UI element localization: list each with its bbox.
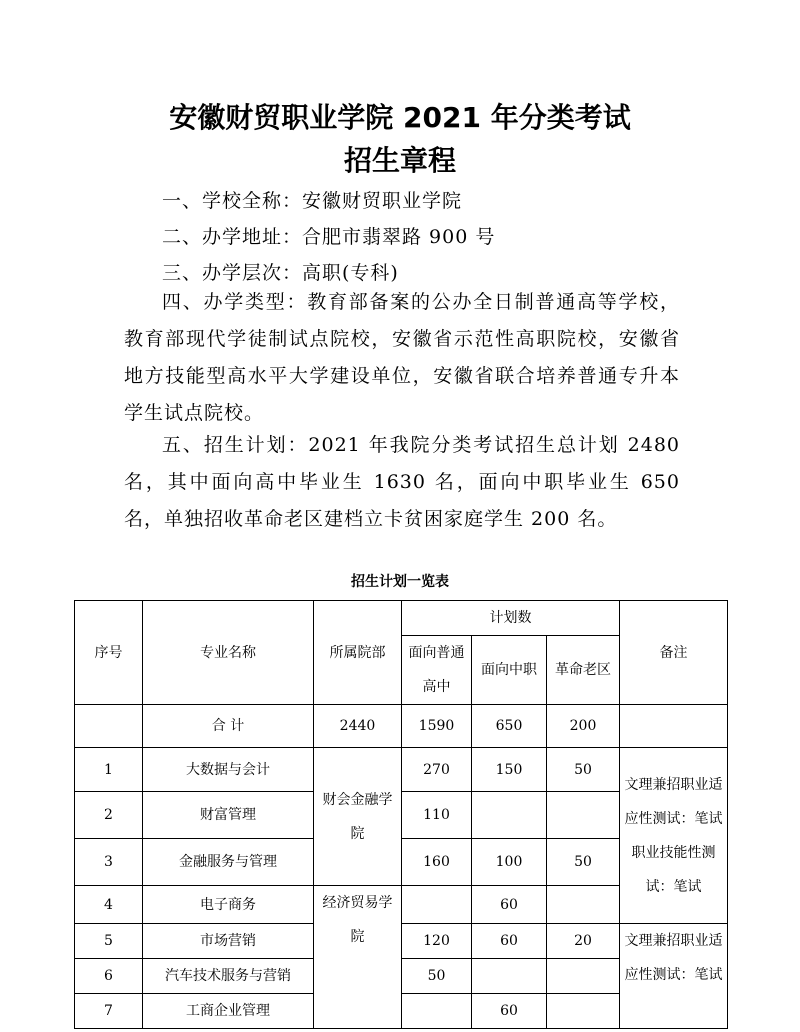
total-remark-cell — [620, 705, 728, 748]
dept-cell: 经济贸易学院 — [314, 886, 402, 1029]
row-high: 160 — [402, 839, 472, 886]
total-label: 合 计 — [143, 705, 314, 748]
row-seq: 1 — [75, 748, 143, 792]
school-type-paragraph: 四、办学类型：教育部备案的公办全日制普通高等学校，教育部现代学徒制试点院校，安徽省示范性高职院校，安徽省地方技能型高水平大学建设单位，安徽省联合培养普通专升本学生试点院校。 — [124, 291, 680, 424]
total-high-value: 1590 — [402, 705, 472, 748]
total-vocational-value: 650 — [472, 705, 547, 748]
row-major: 电子商务 — [143, 886, 314, 924]
row-oldarea: 50 — [547, 839, 620, 886]
row-seq: 2 — [75, 792, 143, 839]
enrollment-plan-table — [74, 600, 728, 1029]
school-address-paragraph: 二、办学地址：合肥市翡翠路 900 号 — [162, 226, 496, 248]
row-major: 财富管理 — [143, 792, 314, 839]
row-seq: 5 — [75, 924, 143, 959]
enrollment-plan-paragraph: 五、招生计划：2021 年我院分类考试招生总计划 2480 名，其中面向高中毕业生 1630 名，面向中职毕业生 650 名，单独招收革命老区建档立卡贫困家庭学生 200 名。 — [124, 434, 680, 530]
row-vocational — [472, 792, 547, 839]
row-vocational — [472, 959, 547, 994]
row-oldarea — [547, 994, 620, 1029]
total-dept-value: 2440 — [314, 705, 402, 748]
document-title-line2: 招生章程 — [343, 144, 456, 177]
row-oldarea: 20 — [547, 924, 620, 959]
header-plan: 计划数 — [402, 601, 620, 636]
row-oldarea — [547, 886, 620, 924]
row-high — [402, 994, 472, 1029]
row-major: 工商企业管理 — [143, 994, 314, 1029]
header-dept: 所属院部 — [314, 601, 402, 705]
row-oldarea — [547, 792, 620, 839]
row-high: 50 — [402, 959, 472, 994]
table-total-row — [75, 705, 728, 748]
table-row — [75, 924, 728, 959]
remark-cell: 文理兼招职业适应性测试：笔试 — [620, 924, 728, 1029]
row-high: 120 — [402, 924, 472, 959]
row-vocational: 100 — [472, 839, 547, 886]
school-level-paragraph: 三、办学层次：高职(专科) — [162, 262, 399, 284]
total-seq-cell — [75, 705, 143, 748]
row-vocational: 60 — [472, 924, 547, 959]
school-name-paragraph: 一、学校全称：安徽财贸职业学院 — [162, 190, 463, 212]
row-major: 市场营销 — [143, 924, 314, 959]
header-high: 面向普通高中 — [402, 636, 472, 705]
row-seq: 4 — [75, 886, 143, 924]
total-oldarea-value: 200 — [547, 705, 620, 748]
header-vocational: 面向中职 — [472, 636, 547, 705]
table-header-row — [75, 601, 728, 636]
row-vocational: 150 — [472, 748, 547, 792]
row-major: 大数据与会计 — [143, 748, 314, 792]
row-oldarea — [547, 959, 620, 994]
row-major: 汽车技术服务与营销 — [143, 959, 314, 994]
row-seq: 7 — [75, 994, 143, 1029]
dept-cell: 财会金融学院 — [314, 748, 402, 886]
row-oldarea: 50 — [547, 748, 620, 792]
header-major: 专业名称 — [143, 601, 314, 705]
row-seq: 3 — [75, 839, 143, 886]
header-remark: 备注 — [620, 601, 728, 705]
remark-cell: 文理兼招职业适应性测试：笔试职业技能性测试：笔试 — [620, 748, 728, 924]
document-title-line1: 安徽财贸职业学院 2021 年分类考试 — [169, 101, 631, 134]
row-seq: 6 — [75, 959, 143, 994]
header-seq: 序号 — [75, 601, 143, 705]
header-oldarea: 革命老区 — [547, 636, 620, 705]
table-caption: 招生计划一览表 — [351, 574, 449, 590]
row-high — [402, 886, 472, 924]
row-high: 110 — [402, 792, 472, 839]
row-vocational: 60 — [472, 886, 547, 924]
row-major: 金融服务与管理 — [143, 839, 314, 886]
row-vocational: 60 — [472, 994, 547, 1029]
table-row — [75, 748, 728, 792]
row-high: 270 — [402, 748, 472, 792]
